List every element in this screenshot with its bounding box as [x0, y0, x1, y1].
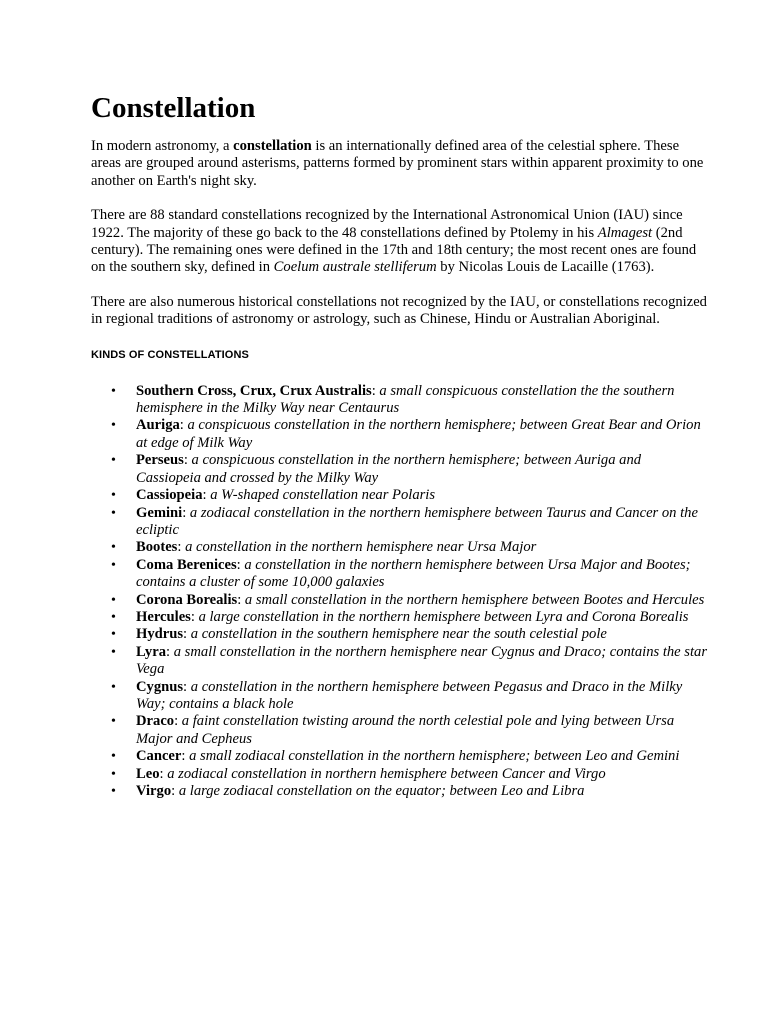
- constellation-definition: a zodiacal constellation in northern hemisphere between Cancer and Virgo: [167, 765, 606, 782]
- constellation-name: Coma Berenices: [136, 556, 237, 573]
- constellation-definition: a large constellation in the northern hemisphere between Lyra and Corona Borealis: [198, 608, 689, 625]
- constellation-definition: a zodiacal constellation in the northern hemisphere between Taurus and Cancer on the ecliptic: [136, 504, 698, 538]
- page-title: Constellation: [91, 92, 256, 124]
- constellation-definition: a faint constellation twisting around the north celestial pole and lying between Ursa Major and Cepheus: [136, 713, 675, 747]
- iau-paragraph: [91, 207, 708, 277]
- section-heading: KINDS OF CONSTELLATIONS: [91, 348, 249, 361]
- list-item: • Bootes: a constellation in the northern hemisphere near Ursa Major: [111, 539, 537, 556]
- list-item: • Gemini: a zodiacal constellation in the northern hemisphere between Taurus and Cancer on the ecliptic: [111, 504, 698, 538]
- bullet-icon: •: [111, 453, 116, 469]
- bullet-icon: •: [111, 627, 116, 643]
- bullet-icon: •: [111, 505, 116, 521]
- constellation-name: Gemini: [136, 504, 183, 521]
- intro-bold-term: constellation: [233, 138, 312, 154]
- constellation-name: Corona Borealis: [136, 591, 238, 608]
- bullet-icon: •: [111, 679, 116, 695]
- bullet-icon: •: [111, 714, 116, 730]
- constellation-name: Virgo: [136, 783, 172, 799]
- constellation-definition: a constellation in the northern hemisphere between Ursa Major and Bootes; contains a cluster of some 10,000 galaxies: [136, 556, 691, 591]
- list-item: • Leo: a zodiacal constellation in northern hemisphere between Cancer and Virgo: [111, 765, 606, 782]
- iau-text-part3: by Nicolas Louis de Lacaille (1763).: [436, 259, 655, 276]
- bullet-icon: •: [111, 488, 116, 504]
- constellation-definition: a constellation in the northern hemisphere near Ursa Major: [185, 539, 537, 556]
- bullet-icon: •: [111, 644, 116, 660]
- constellation-name: Hercules: [136, 608, 191, 625]
- bullet-icon: •: [111, 557, 116, 573]
- list-item: • Draco: a faint constellation twisting around the north celestial pole and lying between Ursa Major and Cepheus: [111, 713, 675, 747]
- intro-text-end: is an internationally defined area of the celestial sphere. These areas are grouped around asterisms, patterns formed by prominent stars within apparent proximity to one another on Earth's night sky.: [91, 138, 704, 189]
- constellation-name: Cancer: [136, 748, 182, 765]
- intro-paragraph: [91, 138, 708, 190]
- bullet-icon: •: [111, 766, 116, 782]
- list-item: • Hercules: a large constellation in the northern hemisphere between Lyra and Corona Borealis: [111, 608, 689, 625]
- list-item: • Cassiopeia: a W-shaped constellation near Polaris: [111, 487, 436, 504]
- list-item: • Auriga: a conspicuous constellation in the northern hemisphere; between Great Bear and Orion at edge of Milk Way: [111, 417, 701, 451]
- list-item: • Coma Berenices: a constellation in the northern hemisphere between Ursa Major and Bootes; contains a cluster of some 10,000 galaxies: [111, 556, 691, 591]
- list-item: • Cancer: a small zodiacal constellation in the northern hemisphere; between Leo and Gemini: [111, 748, 680, 765]
- constellation-definition: a conspicuous constellation in the northern hemisphere; between Great Bear and Orion at edge of Milk Way: [136, 417, 701, 451]
- iau-italic-almagest: Almagest: [597, 224, 653, 241]
- list-item: • Virgo: a large zodiacal constellation on the equator; between Leo and Libra: [111, 783, 585, 799]
- constellation-definition: a W-shaped constellation near Polaris: [210, 487, 436, 504]
- bullet-icon: •: [111, 418, 116, 434]
- list-item: • Hydrus: a constellation in the southern hemisphere near the south celestial pole: [111, 626, 607, 643]
- bullet-icon: •: [111, 784, 116, 799]
- constellation-list: [91, 383, 708, 801]
- constellation-name: Lyra: [136, 643, 166, 660]
- constellation-name: Hydrus: [136, 626, 184, 643]
- constellation-definition: a small constellation in the northern hemisphere near Cygnus and Draco; contains the star Vega: [136, 643, 708, 678]
- constellation-name: Bootes: [136, 539, 178, 556]
- constellation-definition: a small conspicuous constellation the the southern hemisphere in the Milky Way near Centaurus: [136, 382, 675, 417]
- constellation-name: Draco: [136, 713, 175, 730]
- iau-italic-coelum: Coelum australe stelliferum: [273, 259, 437, 276]
- constellation-definition: a small zodiacal constellation in the northern hemisphere; between Leo and Gemini: [189, 748, 680, 765]
- list-item: • Corona Borealis: a small constellation in the northern hemisphere between Bootes and Hercules: [111, 591, 705, 608]
- iau-text-part1: There are 88 standard constellations recognized by the International Astronomical Union (IAU) since 1922. The majority of these go back to the 48 constellations defined by Ptolemy in his: [91, 207, 683, 241]
- list-item: • Cygnus: a constellation in the northern hemisphere between Pegasus and Draco in the Milky Way; contains a black hole: [111, 678, 683, 712]
- constellation-definition: a constellation in the southern hemisphere near the south celestial pole: [190, 626, 607, 643]
- constellation-definition: a conspicuous constellation in the northern hemisphere; between Auriga and Cassiopeia and crossed by the Milky Way: [136, 452, 642, 486]
- bullet-icon: •: [111, 592, 116, 608]
- constellation-name: Cassiopeia: [136, 487, 203, 504]
- bullet-icon: •: [111, 609, 116, 625]
- list-item: • Perseus: a conspicuous constellation in the northern hemisphere; between Auriga and Cassiopeia and crossed by the Milky Way: [111, 452, 642, 486]
- constellation-name: Southern Cross, Crux, Crux Australis: [136, 382, 372, 399]
- constellation-name: Perseus: [136, 452, 184, 469]
- bullet-icon: •: [111, 749, 116, 765]
- intro-text-start: In modern astronomy, a: [91, 138, 234, 154]
- list-item: • Lyra: a small constellation in the northern hemisphere near Cygnus and Draco; contains the star Vega: [111, 643, 708, 678]
- constellation-definition: a constellation in the northern hemisphere between Pegasus and Draco in the Milky Way; contains a black hole: [136, 678, 683, 712]
- constellation-definition: a small constellation in the northern hemisphere between Bootes and Hercules: [244, 591, 705, 608]
- list-item: • Southern Cross, Crux, Crux Australis: a small conspicuous constellation the the southern hemisphere in the Milky Way near Centaurus: [111, 382, 675, 417]
- constellation-name: Cygnus: [136, 678, 184, 695]
- constellation-name: Leo: [136, 765, 160, 782]
- bullet-icon: •: [111, 540, 116, 556]
- bullet-icon: •: [111, 383, 116, 399]
- constellation-name: Auriga: [136, 417, 180, 434]
- constellation-definition: a large zodiacal constellation on the equator; between Leo and Libra: [178, 783, 585, 799]
- iau-text-part2: (2nd century). The remaining ones were defined in the 17th and 18th century; the most recent ones are found on the southern sky, defined in: [91, 224, 697, 276]
- historical-paragraph: There are also numerous historical constellations not recognized by the IAU, or constellations recognized in regional traditions of astronomy or astrology, such as Chinese, Hindu or Australian Aboriginal.: [91, 293, 707, 328]
